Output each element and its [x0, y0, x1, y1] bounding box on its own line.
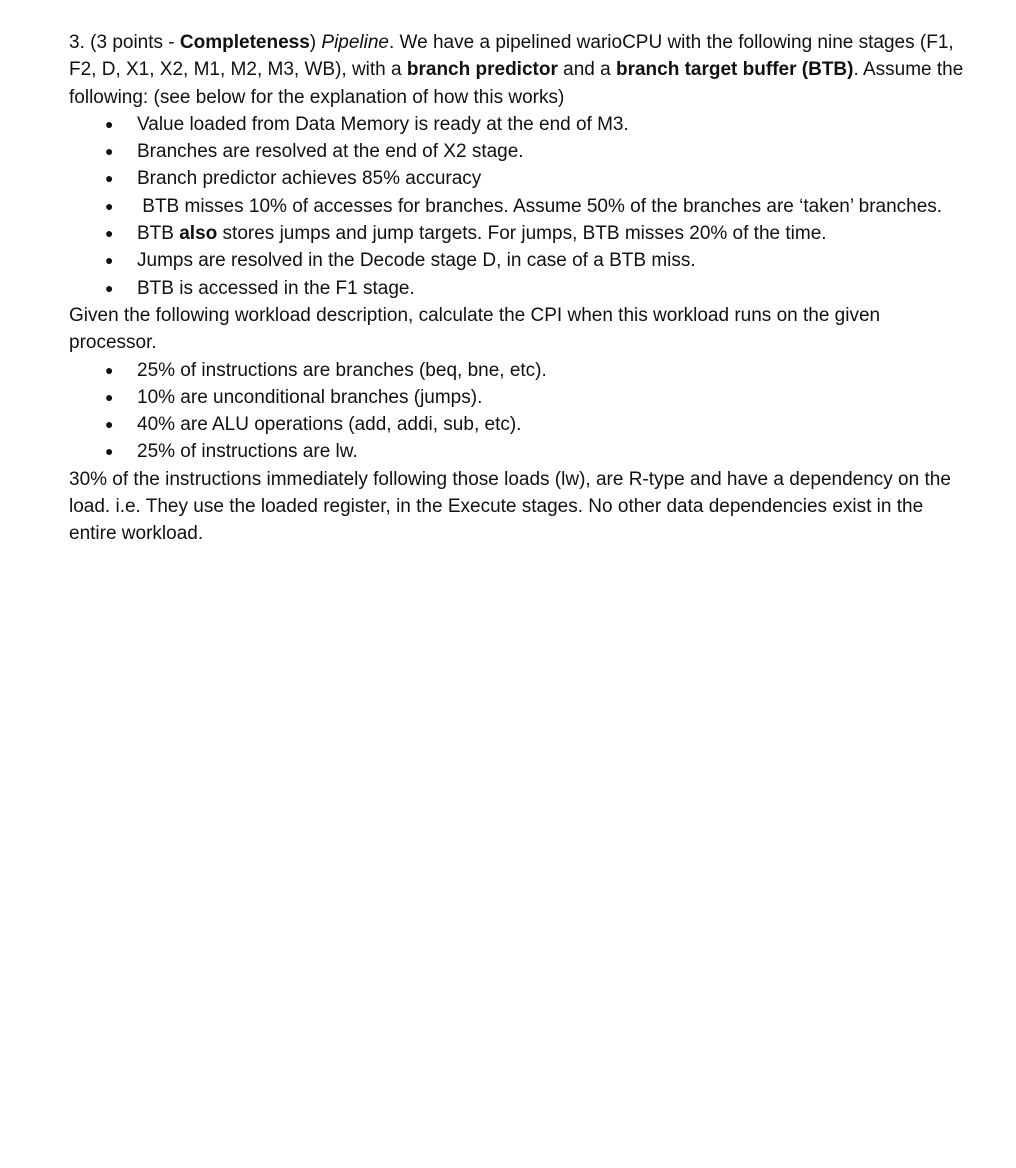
bullet-icon: ●: [105, 416, 114, 433]
list-item: [69, 247, 964, 274]
assumption-text: BTB is accessed in the F1 stage.: [137, 277, 415, 299]
assumption-text: Branches are resolved at the end of X2 stage.: [137, 141, 524, 163]
intro-text-c: . Assume the following: (see below for the explanation of how this works): [69, 59, 964, 108]
assumption-bold-also: also: [179, 223, 218, 245]
bullet-icon: ●: [105, 225, 114, 242]
bullet-icon: ●: [105, 252, 114, 269]
list-item: [69, 111, 964, 138]
bullet-icon: ●: [105, 170, 114, 187]
workload-intro: Given the following workload description, calculate the CPI when this workload runs on the given processor.: [69, 304, 881, 354]
question-intro: [69, 29, 964, 111]
list-item: [69, 193, 964, 220]
assumption-text-post: stores jumps and jump targets. For jumps, BTB misses 20% of the time.: [217, 223, 827, 245]
list-item: [69, 384, 964, 411]
question-document: [69, 29, 964, 548]
list-item: [69, 220, 964, 247]
bullet-icon: ●: [105, 197, 114, 214]
intro-bold-btb: branch target buffer (BTB): [615, 59, 854, 81]
assumption-text: Branch predictor achieves 85% accuracy: [137, 168, 482, 190]
assumption-text: Value loaded from Data Memory is ready at the end of M3.: [137, 113, 629, 135]
list-item: [69, 275, 964, 302]
bullet-icon: ●: [105, 443, 114, 460]
question-number: 3.: [69, 32, 85, 53]
bullet-icon: ●: [105, 388, 114, 405]
workload-text: 10% are unconditional branches (jumps).: [137, 386, 483, 408]
list-item: [69, 411, 964, 438]
assumptions-list: [69, 111, 964, 302]
assumption-text-pre: BTB: [137, 223, 180, 245]
points-open: (3 points -: [90, 32, 180, 53]
bullet-icon: ●: [105, 361, 114, 378]
rubric-label: Completeness: [179, 32, 310, 53]
closing-paragraph: 30% of the instructions immediately following those loads (lw), are R-type and have a dependency on the load. i.e. They use the loaded register, in the Execute stages. No other data dependencies exist in the entire workload.: [69, 468, 951, 545]
list-item: [69, 438, 964, 465]
workload-text: 25% of instructions are lw.: [137, 441, 358, 463]
bullet-icon: ●: [105, 143, 114, 160]
intro-text-a: . We have a pipelined warioCPU with the following nine stages (F1, F2, D, X1, X2, M1, M2, M3, WB), with a: [69, 32, 954, 81]
list-item: [69, 165, 964, 192]
workload-text: 40% are ALU operations (add, addi, sub, etc).: [137, 414, 522, 436]
workload-text: 25% of instructions are branches (beq, bne, etc).: [137, 359, 547, 381]
points-close: ): [309, 32, 317, 53]
assumption-text: Jumps are resolved in the Decode stage D, in case of a BTB miss.: [137, 250, 696, 272]
bullet-icon: ●: [105, 115, 114, 132]
intro-text-b: and a: [557, 59, 616, 81]
bullet-icon: ●: [105, 279, 114, 296]
intro-bold-branch-predictor: branch predictor: [406, 59, 558, 81]
question-title: Pipeline: [321, 32, 389, 53]
workload-list: [69, 357, 964, 466]
list-item: [69, 138, 964, 165]
assumption-text: BTB misses 10% of accesses for branches. Assume 50% of the branches are ‘taken’ branches.: [137, 195, 943, 217]
list-item: [69, 357, 964, 384]
